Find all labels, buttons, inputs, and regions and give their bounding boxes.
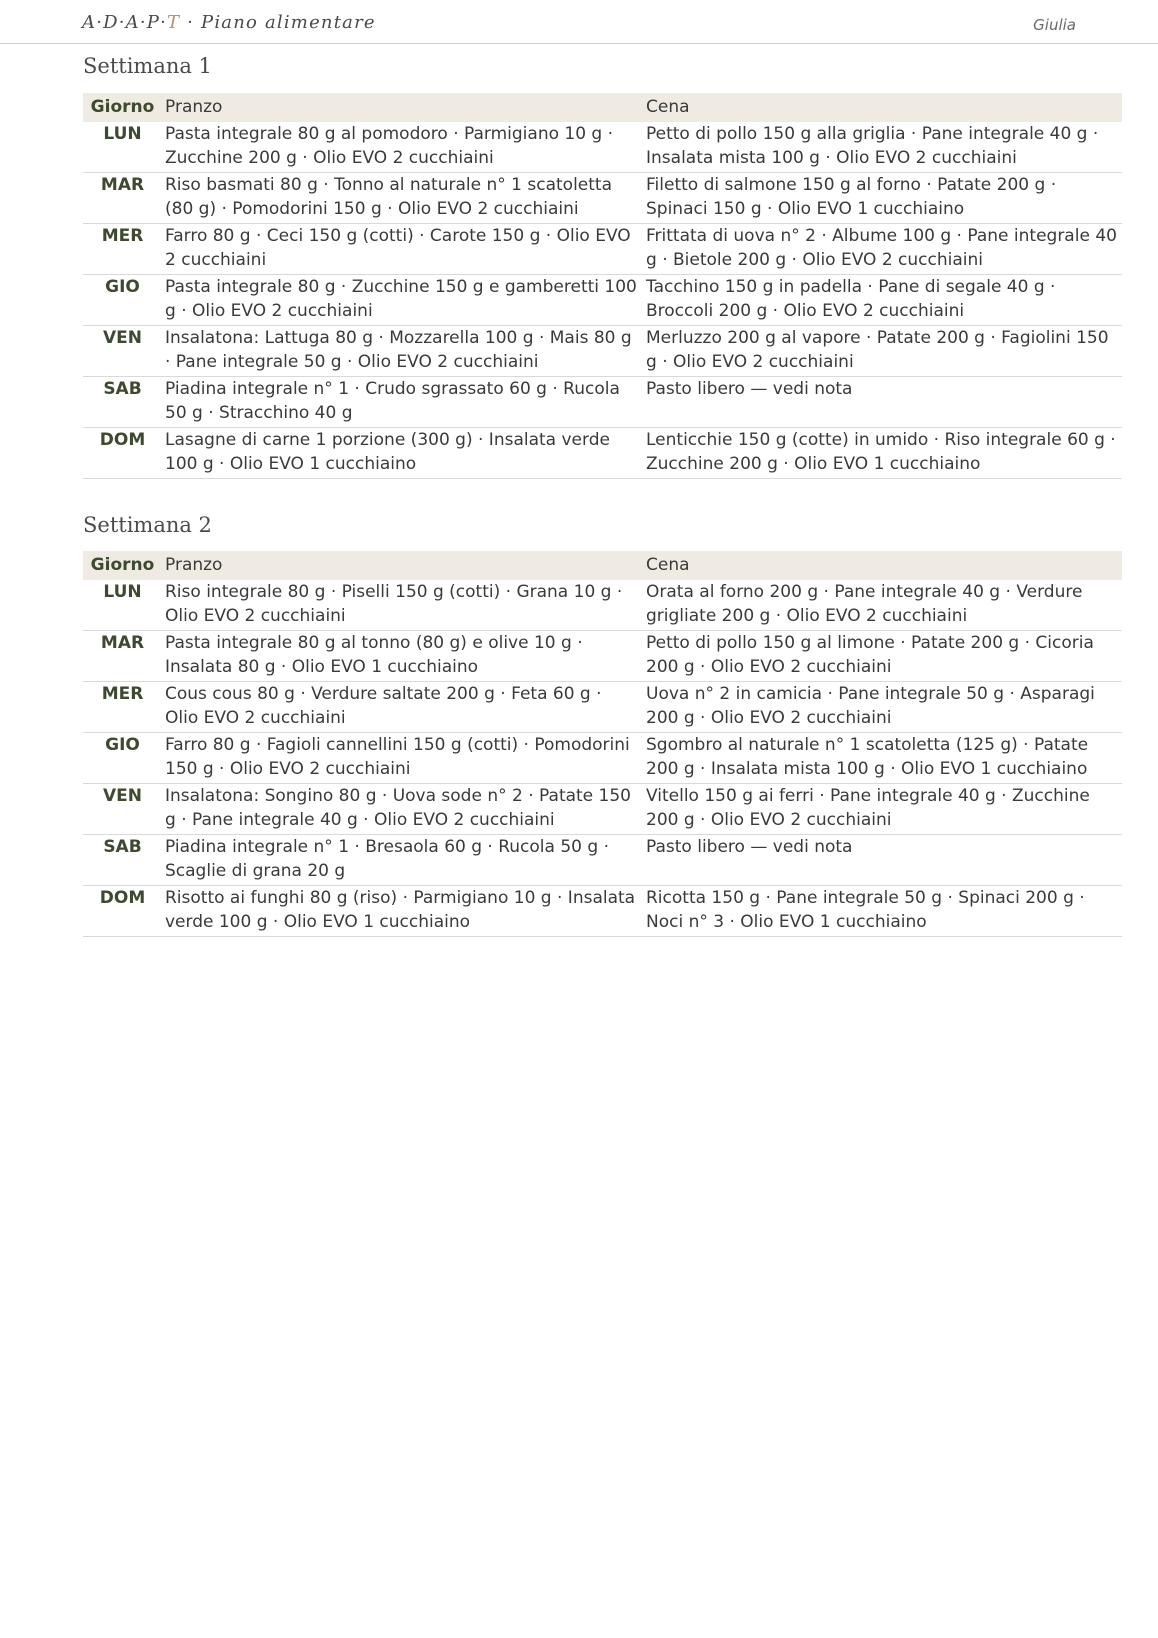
table-row [83,835,1122,886]
day-cell: LUN [83,580,162,631]
cena-cell: Vitello 150 g ai ferri · Pane integrale 40 g · Zucchine 200 g · Olio EVO 2 cucchiaini [643,784,1122,835]
pranzo-cell: Insalatona: Lattuga 80 g · Mozzarella 100 g · Mais 80 g · Pane integrale 50 g · Olio EVO 2 cucchiaini [162,326,643,377]
table-row [83,275,1122,326]
day-cell: LUN [83,122,162,173]
week-1-title: Settimana 1 [83,54,212,78]
cena-cell: Merluzzo 200 g al vapore · Patate 200 g · Fagiolini 150 g · Olio EVO 2 cucchiaini [643,326,1122,377]
day-cell: MER [83,682,162,733]
table-row [83,733,1122,784]
brand-subtitle: · Piano alimentare [180,12,376,33]
pranzo-cell: Riso basmati 80 g · Tonno al naturale n° 1 scatoletta (80 g) · Pomodorini 150 g · Olio EVO 2 cucchiaini [162,173,643,224]
pranzo-cell: Piadina integrale n° 1 · Bresaola 60 g · Rucola 50 g · Scaglie di grana 20 g [162,835,643,886]
day-cell: DOM [83,886,162,937]
cena-cell: Pasto libero — vedi nota [643,835,1122,886]
column-header-cena: Cena [643,93,1122,122]
table-row [83,784,1122,835]
column-header-pranzo: Pranzo [162,551,643,580]
pranzo-cell: Pasta integrale 80 g · Zucchine 150 g e gamberetti 100 g · Olio EVO 2 cucchiaini [162,275,643,326]
cena-cell: Sgombro al naturale n° 1 scatoletta (125 g) · Patate 200 g · Insalata mista 100 g · Olio EVO 1 cucchiaino [643,733,1122,784]
week-2-title: Settimana 2 [83,513,212,537]
cena-cell: Ricotta 150 g · Pane integrale 50 g · Spinaci 200 g · Noci n° 3 · Olio EVO 1 cucchiaino [643,886,1122,937]
user-name: Giulia [1033,16,1076,34]
table-row [83,886,1122,937]
column-header-day: Giorno [83,551,162,580]
week-2-table [83,551,1122,937]
table-header-row [83,93,1122,122]
table-row [83,224,1122,275]
week-1-table [83,93,1122,479]
pranzo-cell: Piadina integrale n° 1 · Crudo sgrassato 60 g · Rucola 50 g · Stracchino 40 g [162,377,643,428]
day-cell: GIO [83,733,162,784]
day-cell: SAB [83,835,162,886]
column-header-day: Giorno [83,93,162,122]
table-row [83,122,1122,173]
cena-cell: Frittata di uova n° 2 · Albume 100 g · Pane integrale 40 g · Bietole 200 g · Olio EVO 2 cucchiaini [643,224,1122,275]
brand-title [82,12,376,33]
brand-name: A·D·A·P· [82,12,168,33]
brand-name-accent: T [167,12,181,33]
day-cell: VEN [83,326,162,377]
pranzo-cell: Farro 80 g · Fagioli cannellini 150 g (cotti) · Pomodorini 150 g · Olio EVO 2 cucchiaini [162,733,643,784]
table-row [83,326,1122,377]
pranzo-cell: Pasta integrale 80 g al tonno (80 g) e olive 10 g · Insalata 80 g · Olio EVO 1 cucchiaino [162,631,643,682]
day-cell: GIO [83,275,162,326]
table-row [83,580,1122,631]
table-row [83,377,1122,428]
cena-cell: Tacchino 150 g in padella · Pane di segale 40 g · Broccoli 200 g · Olio EVO 2 cucchiaini [643,275,1122,326]
table-row [83,173,1122,224]
cena-cell: Filetto di salmone 150 g al forno · Patate 200 g · Spinaci 150 g · Olio EVO 1 cucchiaino [643,173,1122,224]
table-row [83,682,1122,733]
pranzo-cell: Cous cous 80 g · Verdure saltate 200 g · Feta 60 g · Olio EVO 2 cucchiaini [162,682,643,733]
table-row [83,631,1122,682]
day-cell: MAR [83,631,162,682]
table-header-row [83,551,1122,580]
day-cell: VEN [83,784,162,835]
day-cell: SAB [83,377,162,428]
pranzo-cell: Lasagne di carne 1 porzione (300 g) · Insalata verde 100 g · Olio EVO 1 cucchiaino [162,428,643,479]
table-row [83,428,1122,479]
pranzo-cell: Riso integrale 80 g · Piselli 150 g (cotti) · Grana 10 g · Olio EVO 2 cucchiaini [162,580,643,631]
pranzo-cell: Pasta integrale 80 g al pomodoro · Parmigiano 10 g · Zucchine 200 g · Olio EVO 2 cucchiaini [162,122,643,173]
cena-cell: Petto di pollo 150 g alla griglia · Pane integrale 40 g · Insalata mista 100 g · Olio EVO 2 cucchiaini [643,122,1122,173]
column-header-cena: Cena [643,551,1122,580]
day-cell: DOM [83,428,162,479]
day-cell: MER [83,224,162,275]
cena-cell: Petto di pollo 150 g al limone · Patate 200 g · Cicoria 200 g · Olio EVO 2 cucchiaini [643,631,1122,682]
cena-cell: Lenticchie 150 g (cotte) in umido · Riso integrale 60 g · Zucchine 200 g · Olio EVO 1 cucchiaino [643,428,1122,479]
cena-cell: Uova n° 2 in camicia · Pane integrale 50 g · Asparagi 200 g · Olio EVO 2 cucchiaini [643,682,1122,733]
column-header-pranzo: Pranzo [162,93,643,122]
cena-cell: Pasto libero — vedi nota [643,377,1122,428]
app-header [0,0,1158,44]
pranzo-cell: Risotto ai funghi 80 g (riso) · Parmigiano 10 g · Insalata verde 100 g · Olio EVO 1 cucchiaino [162,886,643,937]
cena-cell: Orata al forno 200 g · Pane integrale 40 g · Verdure grigliate 200 g · Olio EVO 2 cucchiaini [643,580,1122,631]
day-cell: MAR [83,173,162,224]
pranzo-cell: Farro 80 g · Ceci 150 g (cotti) · Carote 150 g · Olio EVO 2 cucchiaini [162,224,643,275]
pranzo-cell: Insalatona: Songino 80 g · Uova sode n° 2 · Patate 150 g · Pane integrale 40 g · Olio EVO 2 cucchiaini [162,784,643,835]
